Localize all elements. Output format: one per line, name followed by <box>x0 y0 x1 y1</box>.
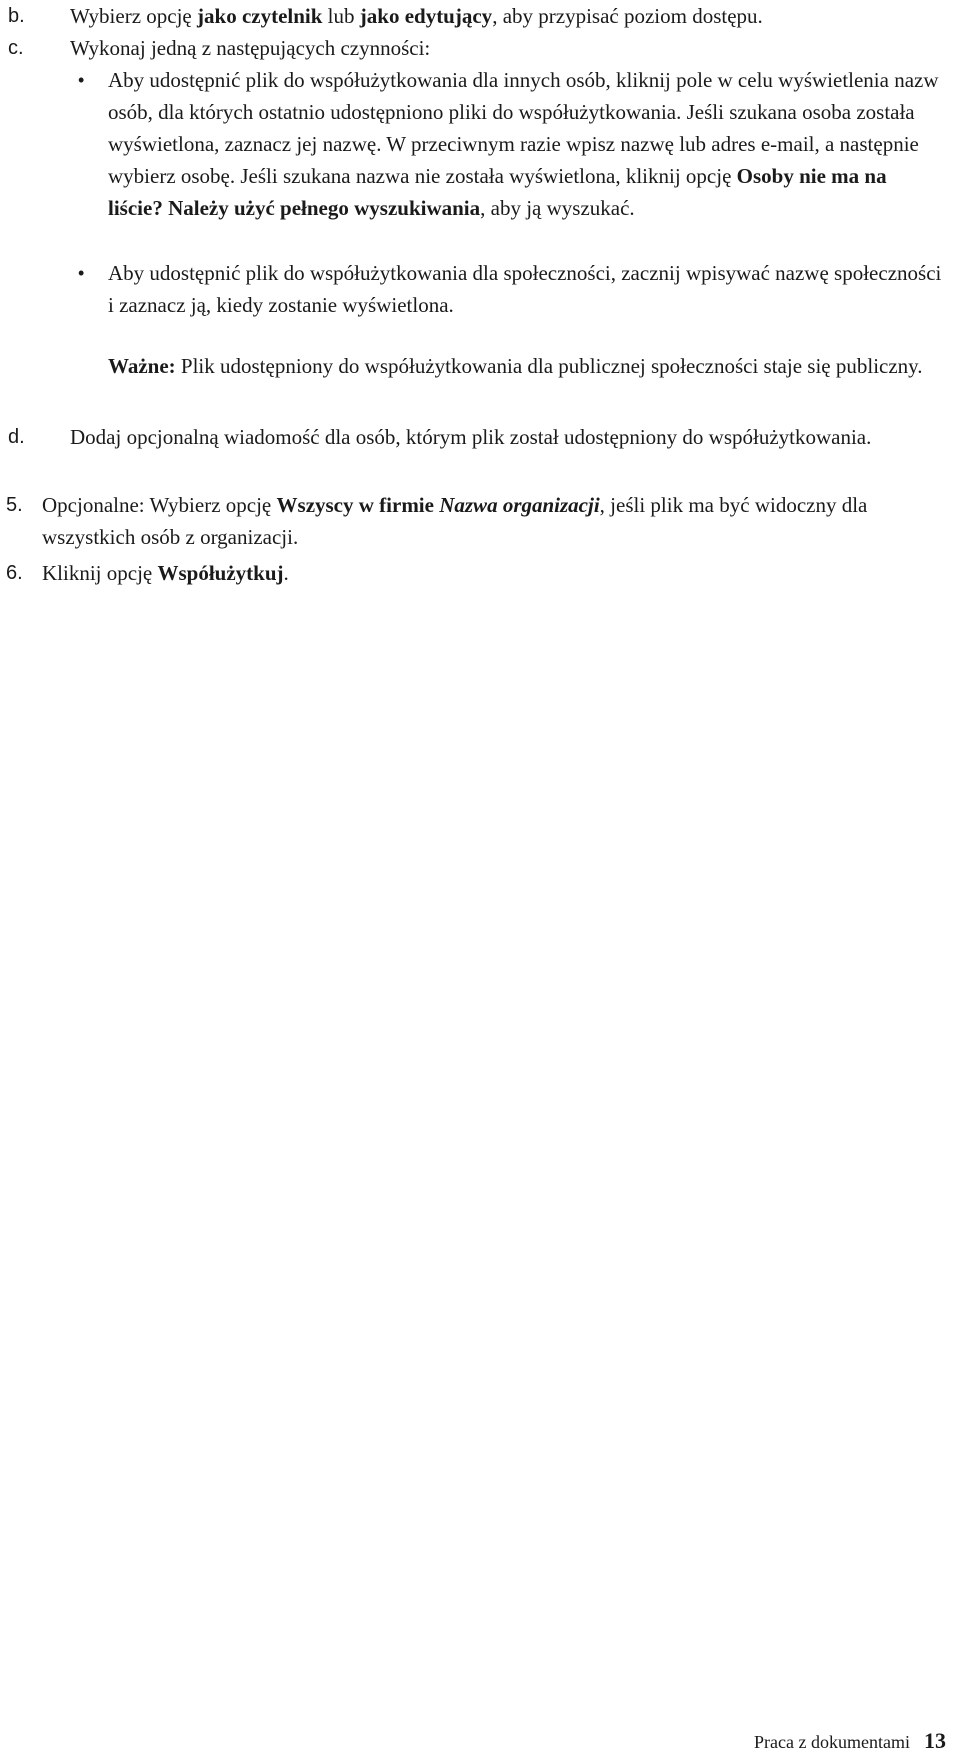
bullet-people-text <box>108 64 942 224</box>
step-5-marker: 5. <box>6 494 23 516</box>
step-c <box>0 32 960 64</box>
footer-section-title: Praca z dokumentami <box>754 1732 910 1752</box>
option-full-search: Osoby nie ma na liście? Należy użyć pełnego wyszukiwania <box>108 164 887 220</box>
step-d-marker: d. <box>8 426 25 448</box>
option-editor: jako edytujący <box>359 4 493 28</box>
option-read-only: jako czytelnik <box>197 4 323 28</box>
step-b-text-1: Wybierz opcję <box>70 4 198 28</box>
page-footer <box>754 1728 946 1754</box>
step-6-marker: 6. <box>6 562 23 584</box>
step-b-text <box>70 0 950 32</box>
step-b-text-3: lub <box>322 4 360 28</box>
bullet-icon: • <box>78 70 85 90</box>
important-body: Plik udostępniony do współużytkowania dla publicznej społeczności staje się publiczny. <box>175 354 923 378</box>
step-b <box>0 0 960 32</box>
step-b-text-5: , aby przypisać poziom dostępu. <box>492 4 763 28</box>
bullet-people-text-3: , aby ją wyszukać. <box>480 196 635 220</box>
step-d-text: Dodaj opcjonalną wiadomość dla osób, którym plik został udostępniony do współużytkowania. <box>70 425 872 449</box>
important-note-text <box>108 350 954 382</box>
step-6 <box>0 557 960 589</box>
bullet-people-text-1: Aby udostępnić plik do współużytkowania dla innych osób, kliknij pole w celu wyświetlenia nazw osób, dla których ostatnio udostępniono pliki do współużytkowania. Jeśli szukana osoba została wyświetlona, zaznacz jej nazwę. W przeciwnym razie wpisz nazwę lub adres e-mail, a następnie wybierz osobę. Jeśli szukana nazwa nie została wyświetlona, kliknij opcję <box>108 68 939 188</box>
bullet-icon: • <box>78 263 85 283</box>
organization-name: Nazwa organizacji <box>439 493 600 517</box>
option-share: Współużytkuj <box>157 561 284 585</box>
step-5-text-5: , jeśli plik ma być widoczny dla wszystkich osób z organizacji. <box>42 493 868 549</box>
step-c-text: Wykonaj jedną z następujących czynności: <box>70 36 431 60</box>
step-5-text <box>42 489 922 553</box>
step-5-text-1: Opcjonalne: Wybierz opcję <box>42 493 277 517</box>
step-6-text-1: Kliknij opcję <box>42 561 158 585</box>
step-6-text <box>42 557 922 589</box>
step-c-marker: c. <box>8 37 24 59</box>
step-b-marker: b. <box>8 5 25 27</box>
step-6-text-3: . <box>283 561 289 585</box>
bullet-community-text: Aby udostępnić plik do współużytkowania dla społeczności, zacznij wpisywać nazwę społeczności i zaznacz ją, kiedy zostanie wyświetlona. <box>108 261 942 317</box>
important-label: Ważne: <box>108 354 176 378</box>
page-number: 13 <box>924 1728 946 1753</box>
option-everyone: Wszyscy w firmie <box>276 493 434 517</box>
